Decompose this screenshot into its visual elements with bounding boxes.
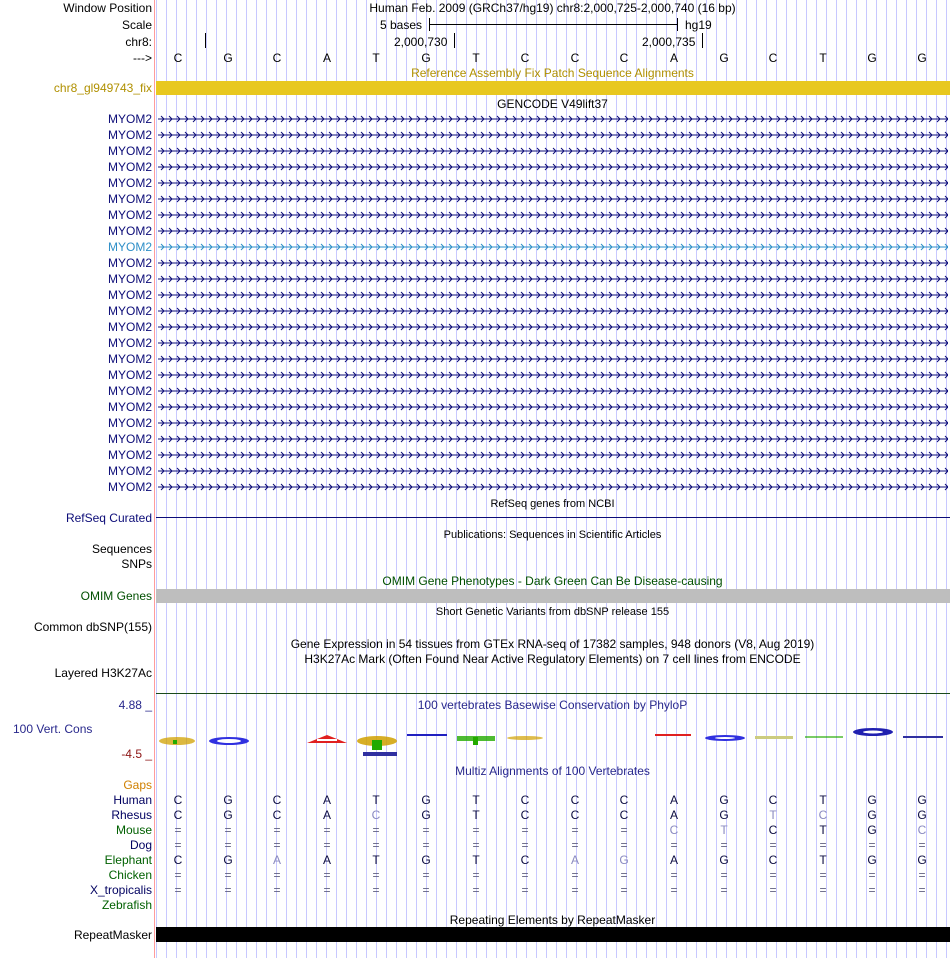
multiz-base: C	[371, 808, 381, 822]
base-letter: G	[223, 51, 233, 65]
multiz-base: A	[322, 793, 331, 807]
multiz-base: =	[422, 838, 430, 852]
gencode-transcript-line[interactable]	[158, 449, 948, 461]
base-letter: T	[472, 51, 480, 65]
multiz-base: C	[173, 853, 183, 867]
gencode-transcript-line[interactable]	[158, 225, 948, 237]
multiz-base: =	[620, 883, 628, 897]
phylop-logo-c-13	[755, 736, 793, 739]
multiz-base: =	[868, 838, 876, 852]
multiz-base: G	[719, 853, 729, 867]
phylop-logo-g-2	[209, 737, 249, 745]
phylop-min-label: -4.5 _	[121, 747, 152, 761]
grid-line	[356, 0, 357, 958]
phylop-logo-g-15	[853, 728, 893, 736]
phylop-logo-g-6	[407, 734, 447, 736]
gencode-transcript-label[interactable]: MYOM2	[107, 384, 152, 398]
multiz-base: =	[273, 883, 281, 897]
base-letter: C	[173, 51, 183, 65]
ruler-tick	[454, 33, 455, 48]
phylop-logo-g-16	[903, 736, 943, 738]
gencode-transcript-label[interactable]: MYOM2	[107, 112, 152, 126]
grid-line	[206, 0, 207, 958]
multiz-base: A	[669, 853, 678, 867]
grid-line	[606, 0, 607, 958]
multiz-species-label[interactable]: X_tropicalis	[89, 883, 152, 897]
multiz-base: =	[918, 883, 926, 897]
omim-gene-bar[interactable]	[156, 589, 950, 603]
repeatmasker-track-label[interactable]: RepeatMasker	[73, 928, 152, 942]
grid-line	[686, 0, 687, 958]
grid-line	[306, 0, 307, 958]
fix-patch-track-label[interactable]: chr8_gl949743_fix	[53, 81, 152, 95]
multiz-base: C	[173, 793, 183, 807]
grid-line	[546, 0, 547, 958]
gencode-transcript-label[interactable]: MYOM2	[107, 128, 152, 142]
dbsnp-track-label[interactable]: Common dbSNP(155)	[33, 620, 152, 634]
multiz-base: =	[620, 868, 628, 882]
phylop-track-label[interactable]: 100 Vert. Cons	[13, 722, 93, 736]
chrom-label: chr8:	[125, 35, 152, 49]
base-letter: A	[322, 51, 331, 65]
multiz-species-label[interactable]: Zebrafish	[101, 898, 152, 912]
gtex-track-title: Gene Expression in 54 tissues from GTEx RNA-seq of 17382 samples, 948 donors (V8, Aug 2019)	[290, 637, 815, 651]
base-letter: C	[570, 51, 580, 65]
multiz-base: G	[867, 793, 877, 807]
multiz-base: =	[720, 868, 728, 882]
multiz-base: C	[520, 853, 530, 867]
multiz-base: C	[818, 808, 828, 822]
phylop-logo-g-12	[705, 735, 745, 741]
ruler-tick-label: 2,000,730	[394, 35, 448, 49]
refseq-gene-line[interactable]	[156, 517, 950, 518]
gencode-transcript-label[interactable]: MYOM2	[107, 288, 152, 302]
gencode-transcript-label[interactable]: MYOM2	[107, 432, 152, 446]
grid-line	[196, 0, 197, 958]
grid-line	[936, 0, 937, 958]
phylop-track-title: 100 vertebrates Basewise Conservation by PhyloP	[417, 698, 688, 712]
multiz-base: =	[720, 838, 728, 852]
multiz-base: G	[867, 853, 877, 867]
multiz-base: =	[868, 883, 876, 897]
multiz-base: G	[421, 808, 431, 822]
multiz-base: =	[521, 823, 529, 837]
multiz-base: T	[769, 808, 777, 822]
gencode-transcript-label[interactable]: MYOM2	[107, 160, 152, 174]
grid-line	[756, 0, 757, 958]
multiz-base: =	[422, 868, 430, 882]
multiz-base: G	[619, 853, 629, 867]
gencode-transcript-line[interactable]	[158, 305, 948, 317]
multiz-base: G	[867, 823, 877, 837]
gencode-transcript-label[interactable]: MYOM2	[107, 448, 152, 462]
multiz-base: G	[223, 808, 233, 822]
scale-bar-right-cap	[677, 18, 678, 31]
grid-line	[636, 0, 637, 958]
label-divider	[154, 0, 155, 958]
multiz-base: =	[273, 823, 281, 837]
multiz-base: T	[472, 793, 480, 807]
multiz-base: G	[917, 808, 927, 822]
gencode-transcript-label[interactable]: MYOM2	[107, 240, 152, 254]
multiz-gaps-label[interactable]: Gaps	[123, 778, 152, 792]
grid-line	[296, 0, 297, 958]
multiz-base: C	[520, 793, 530, 807]
multiz-base: A	[669, 808, 678, 822]
grid-line	[506, 0, 507, 958]
grid-line	[886, 0, 887, 958]
grid-line	[536, 0, 537, 958]
multiz-base: =	[472, 868, 480, 882]
multiz-base: =	[720, 883, 728, 897]
dbsnp-track-title: Short Genetic Variants from dbSNP release 155	[435, 606, 670, 618]
h3k27ac-track-label[interactable]: Layered H3K27Ac	[54, 666, 152, 680]
grid-line	[786, 0, 787, 958]
multiz-base: =	[769, 838, 777, 852]
gencode-transcript-line[interactable]	[158, 177, 948, 189]
multiz-base: =	[323, 823, 331, 837]
multiz-base: =	[472, 883, 480, 897]
grid-line	[746, 0, 747, 958]
multiz-base: =	[472, 838, 480, 852]
multiz-species-label[interactable]: Rhesus	[111, 808, 152, 822]
grid-line	[896, 0, 897, 958]
grid-line	[256, 0, 257, 958]
h3k27ac-track-title: H3K27Ac Mark (Often Found Near Active Regulatory Elements) on 7 cell lines from ENCODE	[304, 652, 801, 666]
multiz-base: G	[917, 793, 927, 807]
multiz-base: =	[422, 823, 430, 837]
base-letter: G	[421, 51, 431, 65]
gencode-transcript-line[interactable]	[158, 193, 948, 205]
grid-line	[436, 0, 437, 958]
multiz-base: T	[472, 853, 480, 867]
window-position-label: Window Position	[63, 1, 152, 15]
omim-track-title: OMIM Gene Phenotypes - Dark Green Can Be Disease-causing	[382, 574, 723, 588]
gencode-transcript-label[interactable]: MYOM2	[107, 336, 152, 350]
multiz-base: =	[571, 823, 579, 837]
multiz-base: =	[670, 838, 678, 852]
phylop-logo-a-4	[307, 735, 347, 743]
multiz-base: =	[372, 883, 380, 897]
grid-line	[586, 0, 587, 958]
gencode-transcript-label[interactable]: MYOM2	[107, 368, 152, 382]
multiz-species-label[interactable]: Dog	[129, 838, 152, 852]
multiz-base: =	[918, 838, 926, 852]
gencode-transcript-line[interactable]	[158, 337, 948, 349]
gencode-transcript-line[interactable]	[158, 161, 948, 173]
multiz-base: G	[421, 853, 431, 867]
multiz-base: C	[520, 808, 530, 822]
gencode-transcript-label[interactable]: MYOM2	[107, 464, 152, 478]
multiz-base: =	[174, 883, 182, 897]
refseq-track-label[interactable]: RefSeq Curated	[65, 511, 152, 525]
multiz-base: G	[719, 808, 729, 822]
refseq-track-title: RefSeq genes from NCBI	[490, 498, 615, 510]
gencode-transcript-line[interactable]	[158, 401, 948, 413]
gencode-transcript-line[interactable]	[158, 289, 948, 301]
grid-line	[406, 0, 407, 958]
gencode-transcript-line[interactable]	[158, 385, 948, 397]
multiz-base: C	[768, 793, 778, 807]
multiz-base: T	[472, 808, 480, 822]
window-position-value: Human Feb. 2009 (GRCh37/hg19) chr8:2,000,725-2,000,740 (16 bp)	[369, 1, 736, 15]
grid-line	[556, 0, 557, 958]
multiz-base: =	[323, 883, 331, 897]
multiz-base: =	[571, 883, 579, 897]
repeatmasker-track-title: Repeating Elements by RepeatMasker	[449, 913, 656, 927]
gencode-transcript-label[interactable]: MYOM2	[107, 224, 152, 238]
base-letter: C	[272, 51, 282, 65]
publications-snps-label[interactable]: SNPs	[121, 557, 152, 571]
base-letter: A	[669, 51, 678, 65]
grid-line	[836, 0, 837, 958]
multiz-base: =	[174, 838, 182, 852]
base-letter: C	[768, 51, 778, 65]
multiz-base: C	[619, 793, 629, 807]
multiz-base: =	[372, 868, 380, 882]
gencode-transcript-line[interactable]	[158, 369, 948, 381]
grid-line	[736, 0, 737, 958]
gencode-track-title: GENCODE V49lift37	[497, 97, 608, 111]
base-letter: G	[867, 51, 877, 65]
omim-track-label[interactable]: OMIM Genes	[80, 589, 152, 603]
multiz-base: A	[669, 793, 678, 807]
phylop-logo-t-7	[457, 736, 495, 745]
multiz-base: =	[819, 838, 827, 852]
multiz-base: C	[669, 823, 679, 837]
multiz-base: =	[571, 838, 579, 852]
gencode-transcript-line[interactable]	[158, 257, 948, 269]
gencode-transcript-label[interactable]: MYOM2	[107, 144, 152, 158]
multiz-base: C	[917, 823, 927, 837]
multiz-base: =	[620, 838, 628, 852]
ruler-tick	[702, 33, 703, 48]
multiz-base: =	[323, 838, 331, 852]
multiz-base: =	[769, 868, 777, 882]
multiz-base: =	[224, 883, 232, 897]
multiz-species-label[interactable]: Human	[113, 793, 152, 807]
scale-bar-left-cap	[429, 18, 430, 31]
multiz-base: =	[273, 868, 281, 882]
multiz-base: =	[521, 868, 529, 882]
multiz-base: =	[323, 868, 331, 882]
strand-label: --->	[133, 51, 152, 65]
phylop-logo-c-8	[507, 736, 543, 740]
phylop-logo-t-5	[357, 736, 397, 756]
gencode-transcript-label[interactable]: MYOM2	[107, 272, 152, 286]
scale-value: 5 bases	[380, 18, 423, 32]
multiz-base: =	[422, 883, 430, 897]
scale-bar	[429, 24, 677, 25]
repeatmasker-element-bar[interactable]	[156, 927, 950, 942]
gencode-transcript-line[interactable]	[158, 113, 948, 125]
scale-label: Scale	[121, 18, 152, 32]
grid-line	[946, 0, 947, 958]
multiz-base: =	[819, 868, 827, 882]
gencode-transcript-line[interactable]	[158, 129, 948, 141]
base-letter: G	[917, 51, 927, 65]
grid-line	[846, 0, 847, 958]
multiz-base: C	[173, 808, 183, 822]
multiz-species-label[interactable]: Mouse	[115, 823, 152, 837]
multiz-base: T	[372, 853, 380, 867]
gencode-transcript-line[interactable]	[158, 241, 948, 253]
multiz-species-label[interactable]: Chicken	[108, 868, 152, 882]
multiz-base: G	[719, 793, 729, 807]
phylop-logo-plot[interactable]	[155, 726, 950, 762]
scale-assembly: hg19	[685, 18, 712, 32]
multiz-base: =	[769, 883, 777, 897]
grid-line	[456, 0, 457, 958]
multiz-base: C	[768, 853, 778, 867]
multiz-base: =	[670, 868, 678, 882]
multiz-base: T	[372, 793, 380, 807]
gencode-transcript-label[interactable]: MYOM2	[107, 416, 152, 430]
grid-line	[646, 0, 647, 958]
multiz-base: =	[819, 883, 827, 897]
grid-line	[806, 0, 807, 958]
multiz-base: G	[421, 793, 431, 807]
multiz-base: C	[570, 808, 580, 822]
multiz-base: =	[670, 883, 678, 897]
grid-line	[446, 0, 447, 958]
gencode-transcript-label[interactable]: MYOM2	[107, 304, 152, 318]
multiz-base: =	[372, 838, 380, 852]
gencode-transcript-line[interactable]	[158, 433, 948, 445]
multiz-base: =	[620, 823, 628, 837]
gencode-transcript-line[interactable]	[158, 353, 948, 365]
multiz-track-title: Multiz Alignments of 100 Vertebrates	[455, 764, 650, 778]
multiz-base: =	[273, 838, 281, 852]
publications-track-title: Publications: Sequences in Scientific Articles	[443, 529, 662, 541]
multiz-base: G	[223, 793, 233, 807]
grid-line	[396, 0, 397, 958]
ruler-tick-start	[205, 33, 206, 48]
gencode-transcript-label[interactable]: MYOM2	[107, 480, 152, 494]
multiz-base: =	[571, 868, 579, 882]
gencode-transcript-label[interactable]: MYOM2	[107, 320, 152, 334]
gencode-transcript-label[interactable]: MYOM2	[107, 400, 152, 414]
base-letter: C	[520, 51, 530, 65]
gencode-transcript-label[interactable]: MYOM2	[107, 256, 152, 270]
multiz-base: G	[917, 853, 927, 867]
multiz-base: =	[174, 823, 182, 837]
grid-line	[246, 0, 247, 958]
grid-line	[796, 0, 797, 958]
base-letter: T	[372, 51, 380, 65]
multiz-base: C	[570, 793, 580, 807]
multiz-species-label[interactable]: Elephant	[104, 853, 152, 867]
multiz-base: =	[521, 838, 529, 852]
multiz-base: =	[868, 868, 876, 882]
gencode-transcript-label[interactable]: MYOM2	[107, 176, 152, 190]
grid-line	[386, 0, 387, 958]
multiz-base: T	[819, 853, 827, 867]
multiz-base: T	[819, 793, 827, 807]
phylop-logo-t-14	[805, 736, 843, 738]
gencode-transcript-line[interactable]	[158, 145, 948, 157]
multiz-base: C	[768, 823, 778, 837]
grid-line	[166, 0, 167, 958]
grid-line	[346, 0, 347, 958]
phylop-logo-c-1	[159, 737, 195, 745]
multiz-base: A	[322, 808, 331, 822]
grid-line	[496, 0, 497, 958]
grid-line	[156, 0, 157, 958]
gencode-transcript-label[interactable]: MYOM2	[107, 208, 152, 222]
gencode-transcript-line[interactable]	[158, 481, 948, 493]
gencode-transcript-line[interactable]	[158, 417, 948, 429]
phylop-max-label: 4.88 _	[118, 698, 152, 712]
multiz-base: =	[224, 868, 232, 882]
multiz-base: =	[472, 823, 480, 837]
multiz-base: C	[619, 808, 629, 822]
gencode-transcript-line[interactable]	[158, 209, 948, 221]
multiz-base: C	[272, 808, 282, 822]
base-letter: C	[619, 51, 629, 65]
gencode-transcript-line[interactable]	[158, 321, 948, 333]
multiz-base: T	[720, 823, 728, 837]
h3k27ac-baseline	[156, 693, 950, 694]
grid-line	[486, 0, 487, 958]
multiz-base: A	[272, 853, 281, 867]
base-letter: T	[819, 51, 827, 65]
gencode-transcript-label[interactable]: MYOM2	[107, 352, 152, 366]
grid-line	[856, 0, 857, 958]
phylop-logo-a-11	[655, 734, 691, 736]
multiz-base: =	[174, 868, 182, 882]
gencode-transcript-line[interactable]	[158, 273, 948, 285]
grid-line	[706, 0, 707, 958]
multiz-base: A	[570, 853, 579, 867]
grid-line	[596, 0, 597, 958]
multiz-base: =	[918, 868, 926, 882]
gencode-transcript-label[interactable]: MYOM2	[107, 192, 152, 206]
ruler-tick-label: 2,000,735	[642, 35, 696, 49]
grid-line	[656, 0, 657, 958]
grid-line	[696, 0, 697, 958]
multiz-base: T	[819, 823, 827, 837]
multiz-base: G	[867, 808, 877, 822]
multiz-base: =	[224, 838, 232, 852]
multiz-base: A	[322, 853, 331, 867]
multiz-base: G	[223, 853, 233, 867]
multiz-base: C	[272, 793, 282, 807]
gencode-transcript-line[interactable]	[158, 465, 948, 477]
publications-sequences-label[interactable]: Sequences	[91, 542, 152, 556]
base-letter: G	[719, 51, 729, 65]
fix-patch-alignment-bar[interactable]	[156, 81, 950, 95]
grid-line	[906, 0, 907, 958]
grid-line	[216, 0, 217, 958]
multiz-base: =	[224, 823, 232, 837]
multiz-base: =	[372, 823, 380, 837]
multiz-base: =	[521, 883, 529, 897]
fix-patch-track-title: Reference Assembly Fix Patch Sequence Alignments	[411, 66, 694, 80]
